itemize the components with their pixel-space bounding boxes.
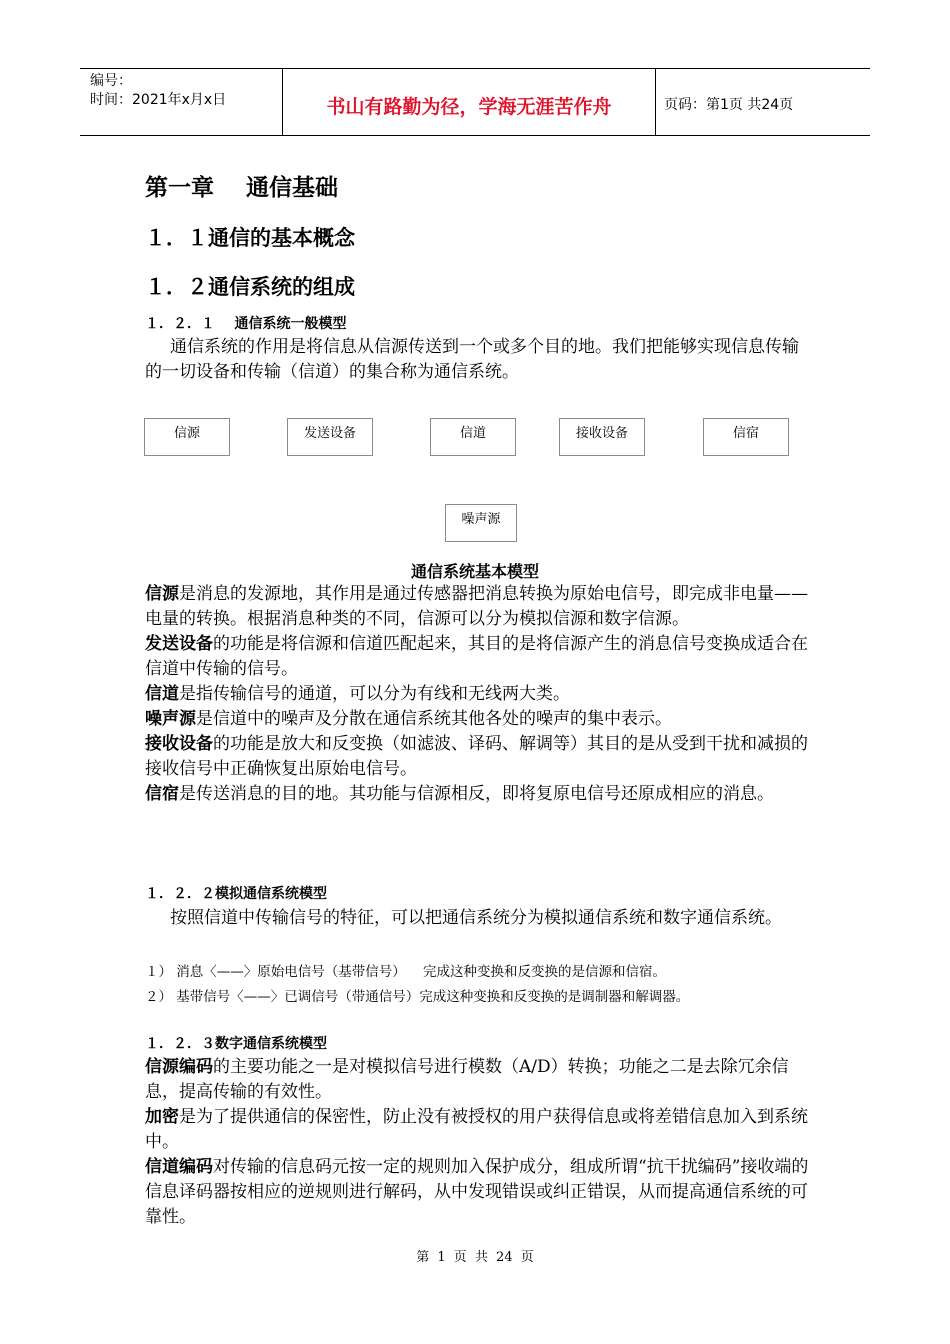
definitions-block (145, 582, 815, 807)
diagram-box-receiver: 接收设备 (559, 418, 645, 456)
diagram-box-transmitter: 发送设备 (287, 418, 373, 456)
definition-term: 信道编码 (145, 1157, 213, 1177)
definition-item (145, 732, 815, 782)
header-top-rule (80, 68, 870, 69)
section-heading-1-1: １．１通信的基本概念 (145, 226, 355, 250)
definition-text: 是传送消息的目的地。其功能与信源相反，即将复原电信号还原成相应的消息。 (179, 784, 774, 804)
section-heading-1-2: １．２通信系统的组成 (145, 275, 355, 299)
definition-term: 发送设备 (145, 634, 213, 654)
header-divider (282, 68, 283, 136)
definition-item (145, 1055, 815, 1105)
definition-text: 是为了提供通信的保密性，防止没有被授权的用户获得信息或将差错信息加入到系统中。 (145, 1107, 808, 1152)
definition-text: 的主要功能之一是对模拟信号进行模数（A/D）转换；功能之二是去除冗余信息，提高传输的有效性。 (145, 1057, 789, 1102)
header-meta (90, 72, 226, 110)
definition-term: 信源编码 (145, 1057, 213, 1077)
definition-term: 信源 (145, 584, 179, 604)
diagram-box-source: 信源 (144, 418, 230, 456)
analog-paragraph (145, 906, 815, 931)
definition-item (145, 682, 815, 707)
definition-item (145, 707, 815, 732)
definition-text: 的功能是放大和反变换（如滤波、译码、解调等）其目的是从受到干扰和减损的接收信号中正确恢复出原始电信号。 (145, 734, 808, 779)
definition-item (145, 1155, 815, 1230)
analog-list-item: ２） 基带信号〈——〉已调信号（带通信号）完成这种变换和反变换的是调制器和解调器。 (145, 989, 690, 1005)
intro-text: 通信系统的作用是将信息从信源传送到一个或多个目的地。我们把能够实现信息传输的一切设备和传输（信道）的集合称为通信系统。 (145, 337, 799, 382)
diagram-caption: 通信系统基本模型 (410, 562, 539, 581)
definition-term: 接收设备 (145, 734, 213, 754)
subsection-heading-1-2-2: １．２．２模拟通信系统模型 (145, 886, 327, 902)
analog-text: 按照信道中传输信号的特征，可以把通信系统分为模拟通信系统和数字通信系统。 (170, 908, 782, 928)
definition-text: 的功能是将信源和信道匹配起来，其目的是将信源产生的消息信号变换成适合在信道中传输的信号。 (145, 634, 808, 679)
header-motto: 书山有路勤为径，学海无涯苦作舟 (326, 96, 612, 118)
definition-text: 是信道中的噪声及分散在通信系统其他各处的噪声的集中表示。 (196, 709, 672, 729)
definition-text: 是消息的发源地，其作用是通过传感器把消息转换为原始电信号，即完成非电量——电量的转换。根据消息种类的不同，信源可以分为模拟信源和数字信源。 (145, 584, 808, 629)
definition-text: 对传输的信息码元按一定的规则加入保护成分，组成所谓“抗干扰编码”接收端的信息译码器按相应的逆规则进行解码，从中发现错误或纠正错误，从而提高通信系统的可靠性。 (145, 1157, 809, 1227)
definition-text: 是指传输信号的通道，可以分为有线和无线两大类。 (179, 684, 570, 704)
header-time-label: 时间：2021年x月x日 (90, 92, 227, 108)
definition-term: 信道 (145, 684, 179, 704)
definition-term: 加密 (145, 1107, 179, 1127)
header-bottom-rule (80, 135, 870, 136)
header-divider (655, 68, 656, 136)
header-number-label: 编号： (90, 73, 132, 89)
definition-item (145, 782, 815, 807)
definition-item (145, 632, 815, 682)
definition-term: 信宿 (145, 784, 179, 804)
intro-paragraph (145, 335, 815, 385)
subsection-heading-1-2-1: １．２．１ 通信系统一般模型 (145, 316, 347, 332)
diagram-box-noise: 噪声源 (445, 504, 517, 542)
header-page-info: 页码：第1页 共24页 (664, 97, 794, 113)
chapter-title: 第一章 通信基础 (145, 175, 339, 201)
digital-definitions-block (145, 1055, 815, 1230)
definition-item (145, 582, 815, 632)
definition-item (145, 1105, 815, 1155)
analog-list-item: １） 消息〈——〉原始电信号（基带信号） 完成这种变换和反变换的是信源和信宿。 (145, 964, 666, 980)
page-footer: 第 1 页 共 24 页 (416, 1250, 534, 1265)
definition-term: 噪声源 (145, 709, 196, 729)
diagram-box-channel: 信道 (430, 418, 516, 456)
diagram-box-sink: 信宿 (703, 418, 789, 456)
subsection-heading-1-2-3: １．２．３数字通信系统模型 (145, 1036, 327, 1052)
